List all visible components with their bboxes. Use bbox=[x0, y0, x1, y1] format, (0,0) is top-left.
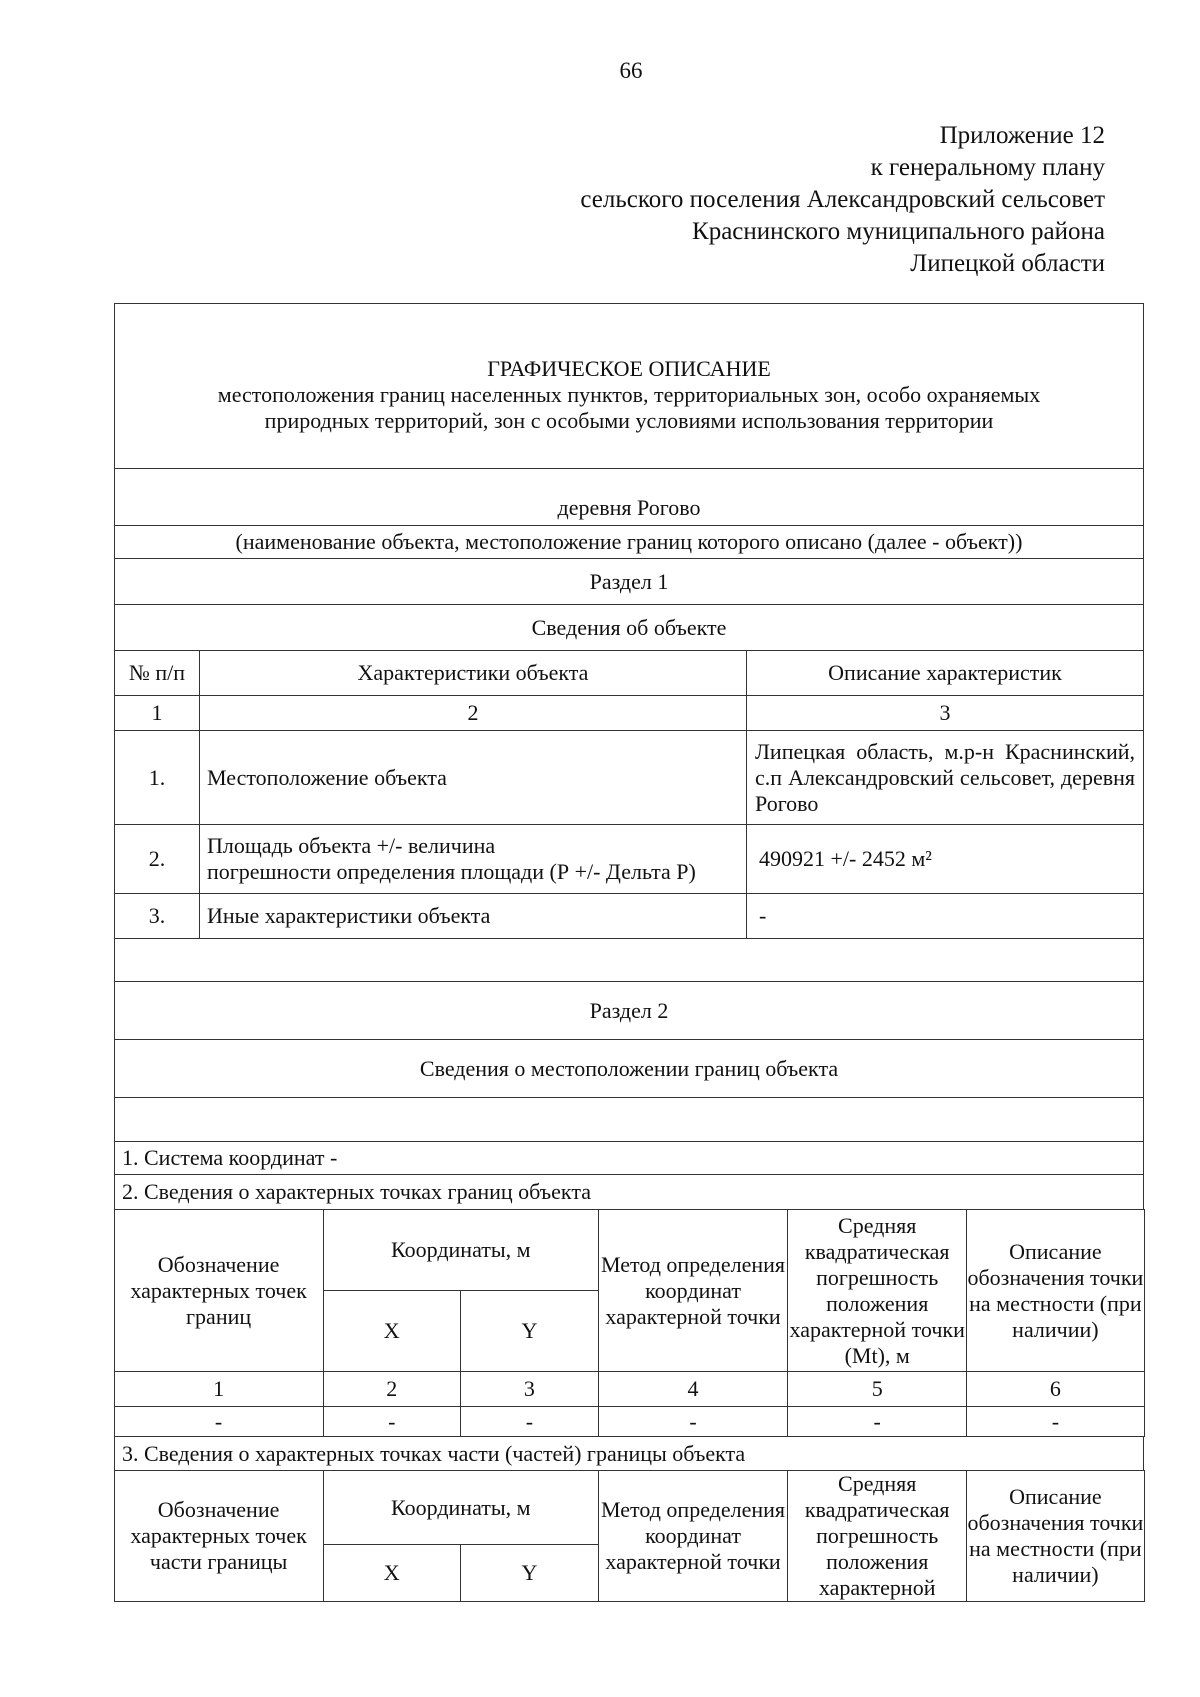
appendix-line: к генеральному плану bbox=[870, 154, 1105, 181]
object-name: деревня Рогово bbox=[115, 469, 1144, 526]
col-number: 4 bbox=[598, 1372, 787, 1407]
row-name-line: Площадь объекта +/- величина bbox=[207, 833, 496, 858]
cell-dash: - bbox=[460, 1407, 598, 1437]
parts-table-wrap bbox=[115, 1471, 1144, 1602]
points-header-designation: Обозначение характерных точек границ bbox=[114, 1210, 323, 1372]
row-value: - bbox=[747, 894, 1144, 939]
parts-header-description: Описание обозначения точки на местности (при наличии) bbox=[967, 1471, 1144, 1602]
empty-row bbox=[115, 1098, 1144, 1142]
document-subtitle: природных территорий, зон с особыми условиями использования территории bbox=[264, 408, 994, 433]
table-row bbox=[114, 1407, 1144, 1437]
points-table bbox=[114, 1209, 1145, 1437]
graphic-description-table bbox=[114, 303, 1144, 1601]
row-value: Липецкая область, м.р-н Краснинский, с.п Александровский сельсовет, деревня Рогово bbox=[747, 731, 1144, 825]
row-num: 1. bbox=[115, 731, 200, 825]
cell-dash: - bbox=[323, 1407, 460, 1437]
appendix-line: Приложение 12 bbox=[939, 122, 1105, 149]
table-row bbox=[115, 825, 1144, 894]
parts-title: 3. Сведения о характерных точках части (частей) границы объекта bbox=[115, 1437, 1144, 1471]
empty-row bbox=[115, 939, 1144, 982]
row-name: Иные характеристики объекта bbox=[200, 894, 747, 939]
section1-subtitle: Сведения об объекте bbox=[115, 605, 1144, 651]
appendix-line: Липецкой области bbox=[910, 250, 1105, 277]
row-name-line: погрешности определения площади (Р +/- Дельта Р) bbox=[207, 859, 696, 884]
col-header-characteristics: Характеристики объекта bbox=[200, 651, 747, 696]
points-header-error: Средняя квадратическая погрешность положения характерной точки (Mt), м bbox=[788, 1210, 967, 1372]
object-caption: (наименование объекта, местоположение границ которого описано (далее - объект)) bbox=[115, 526, 1144, 559]
points-title: 2. Сведения о характерных точках границ объекта bbox=[115, 1175, 1144, 1210]
parts-header-coords: Координаты, м bbox=[323, 1471, 598, 1545]
cell-dash: - bbox=[967, 1407, 1144, 1437]
col-number: 1 bbox=[115, 696, 200, 731]
page-number: 66 bbox=[619, 58, 643, 83]
row-num: 2. bbox=[115, 825, 200, 894]
appendix-block bbox=[580, 120, 1105, 280]
row-value: 490921 +/- 2452 м² bbox=[747, 825, 1144, 894]
col-number: 3 bbox=[460, 1372, 598, 1407]
points-table-wrap bbox=[115, 1210, 1144, 1437]
section1-title: Раздел 1 bbox=[115, 559, 1144, 605]
appendix-line: сельского поселения Александровский сельсовет bbox=[580, 186, 1105, 213]
table-row bbox=[115, 731, 1144, 825]
col-number: 3 bbox=[747, 696, 1144, 731]
parts-header-method: Метод определения координат характерной точки bbox=[598, 1471, 787, 1602]
parts-header-error: Средняя квадратическая погрешность положения характерной bbox=[788, 1471, 967, 1602]
parts-header-y: Y bbox=[460, 1545, 598, 1602]
document-subtitle: местоположения границ населенных пунктов, территориальных зон, особо охраняемых bbox=[217, 382, 1041, 407]
col-header-description: Описание характеристик bbox=[747, 651, 1144, 696]
cell-dash: - bbox=[788, 1407, 967, 1437]
points-header-coords: Координаты, м bbox=[323, 1210, 598, 1291]
col-header-num: № п/п bbox=[115, 651, 200, 696]
appendix-line: Краснинского муниципального района bbox=[692, 218, 1105, 245]
col-number: 2 bbox=[323, 1372, 460, 1407]
section2-title: Раздел 2 bbox=[115, 982, 1144, 1040]
row-name: Местоположение объекта bbox=[200, 731, 747, 825]
col-number: 5 bbox=[788, 1372, 967, 1407]
parts-header-designation: Обозначение характерных точек части границы bbox=[114, 1471, 323, 1602]
document-title-cell bbox=[115, 304, 1144, 469]
parts-header-x: X bbox=[323, 1545, 460, 1602]
cell-dash: - bbox=[114, 1407, 323, 1437]
document-title: ГРАФИЧЕСКОЕ ОПИСАНИЕ bbox=[487, 356, 771, 381]
coord-system: 1. Система координат - bbox=[115, 1142, 1144, 1175]
parts-table bbox=[114, 1470, 1145, 1602]
points-header-y: Y bbox=[460, 1291, 598, 1372]
col-number: 6 bbox=[967, 1372, 1144, 1407]
points-header-method: Метод определения координат характерной точки bbox=[598, 1210, 787, 1372]
row-num: 3. bbox=[115, 894, 200, 939]
section2-subtitle: Сведения о местоположении границ объекта bbox=[115, 1040, 1144, 1098]
col-number: 2 bbox=[200, 696, 747, 731]
points-header-x: X bbox=[323, 1291, 460, 1372]
row-name bbox=[200, 825, 747, 894]
table-row bbox=[115, 894, 1144, 939]
cell-dash: - bbox=[598, 1407, 787, 1437]
col-number: 1 bbox=[114, 1372, 323, 1407]
points-header-description: Описание обозначения точки на местности (при наличии) bbox=[967, 1210, 1144, 1372]
